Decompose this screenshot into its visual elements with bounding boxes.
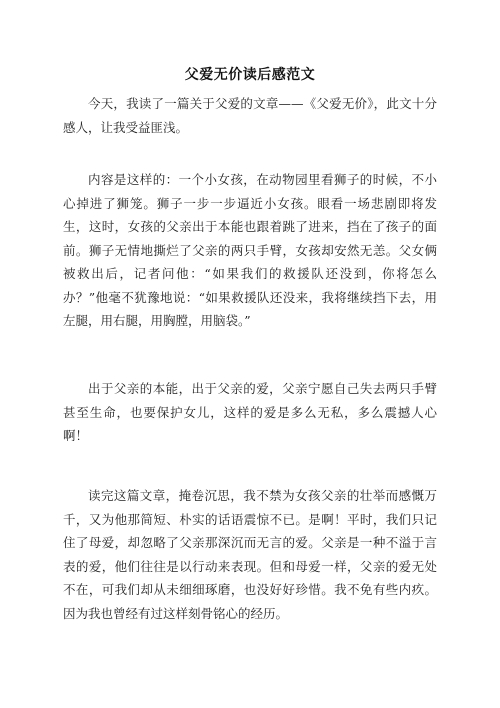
paragraph-reflection: 出于父亲的本能，出于父亲的爱，父亲宁愿自己失去两只手臂甚至生命，也要保护女儿，这样的爱是多么无私，多么震撼人心啊！ [63,381,437,443]
paragraph-conclusion: 读完这篇文章，掩卷沉思，我不禁为女孩父亲的壮举而感慨万千，又为他那简短、朴实的话语震惊不已。是啊！平时，我们只记住了母爱，却忽略了父亲那深沉而无言的爱。父亲是一种不溢于言表的爱，他们往往是以行动来表现。但和母爱一样，父亲的爱无处不在，可我们却从未细细琢磨，也没好好珍惜。我不免有些内疚。因为我也曾经有过这样刻骨铭心的经历。 [63,488,437,621]
paragraph-story: 内容是这样的：一个小女孩，在动物园里看狮子的时候，不小心掉进了狮笼。狮子一步一步逼近小女孩。眼看一场悲剧即将发生，这时，女孩的父亲出于本能也跟着跳了进来，挡在了孩子的面前。狮子无情地撕烂了父亲的两只手臂，女孩却安然无恙。父女俩被救出后，记者问他：“如果我们的救援队还没到，你将怎么办？”他毫不犹豫地说：“如果救援队还没来，我将继续挡下去，用左腿，用右腿，用胸膛，用脑袋。” [63,172,437,328]
paragraph-intro: 今天，我读了一篇关于父爱的文章——《父爱无价》，此文十分感人，让我受益匪浅。 [63,96,437,135]
document-title: 父爱无价读后感范文 [184,67,316,83]
